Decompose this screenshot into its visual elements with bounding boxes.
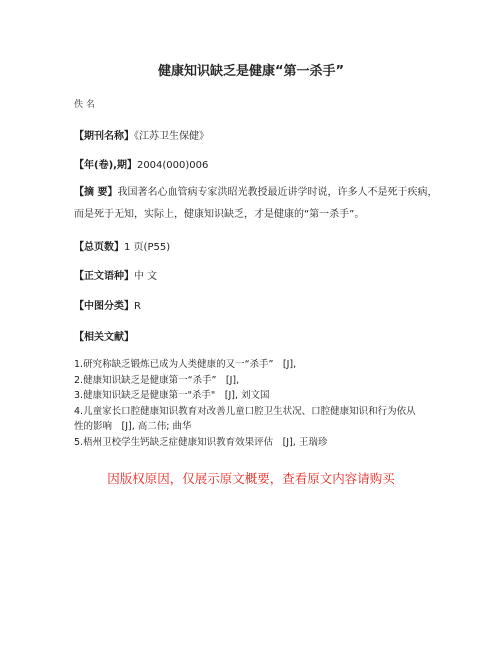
journal-value: 《江苏卫生保健》 bbox=[134, 131, 209, 142]
year-value: 2004(000)006 bbox=[136, 160, 209, 171]
language-value: 中 文 bbox=[134, 271, 158, 282]
reference-item[interactable]: 1.研究称缺乏锻炼已成为人类健康的又一“杀手” [J], bbox=[74, 359, 297, 370]
abstract-label: 【摘 要】 bbox=[74, 187, 118, 198]
related-label: 【相关文献】 bbox=[74, 332, 134, 343]
reference-item[interactable]: 4.儿童家长口腔健康知识教育对改善儿童口腔卫生状况、口腔健康知识和行为依从 bbox=[74, 405, 416, 417]
reference-list bbox=[74, 357, 444, 450]
pages-field bbox=[74, 238, 170, 253]
reference-item-continued[interactable]: 性的影响 [J], 高二伟; 曲华 bbox=[74, 421, 192, 432]
journal-label: 【期刊名称】 bbox=[74, 131, 134, 142]
reference-item[interactable]: 2.健康知识缺乏是健康第一“杀手” [J], bbox=[74, 374, 240, 386]
article-title: 健康知识缺乏是健康“第一杀手” bbox=[157, 64, 345, 79]
classification-label: 【中图分类】 bbox=[74, 301, 134, 312]
language-label: 【正文语种】 bbox=[74, 271, 134, 282]
classification-field bbox=[74, 297, 141, 312]
year-label: 【年(卷),期】 bbox=[74, 160, 137, 171]
reference-item[interactable]: 3.健康知识缺乏是健康第一"杀手" [J], 刘文国 bbox=[74, 390, 270, 401]
journal-field bbox=[74, 127, 209, 142]
year-field bbox=[74, 156, 208, 171]
abstract-line-2: 而是死于无知，实际上，健康知识缺乏，才是健康的“第一杀手”。 bbox=[74, 209, 365, 220]
pages-value: 1 页(P55) bbox=[124, 242, 171, 253]
copyright-notice: 因版权原因，仅展示原文概要，查看原文内容请购买 bbox=[107, 471, 395, 486]
related-heading bbox=[74, 328, 134, 343]
language-field bbox=[74, 267, 157, 282]
reference-item[interactable]: 5.梧州卫校学生钙缺乏症健康知识教育效果评估 [J], 王瑞珍 bbox=[74, 436, 328, 448]
author: 佚 名 bbox=[74, 100, 95, 110]
classification-value: R bbox=[134, 301, 141, 312]
abstract-line-1: 【摘 要】我国著名心血管病专家洪昭光教授最近讲学时说，许多人不是死于疾病， bbox=[74, 187, 438, 198]
abstract bbox=[74, 182, 444, 226]
pages-label: 【总页数】 bbox=[74, 242, 124, 253]
